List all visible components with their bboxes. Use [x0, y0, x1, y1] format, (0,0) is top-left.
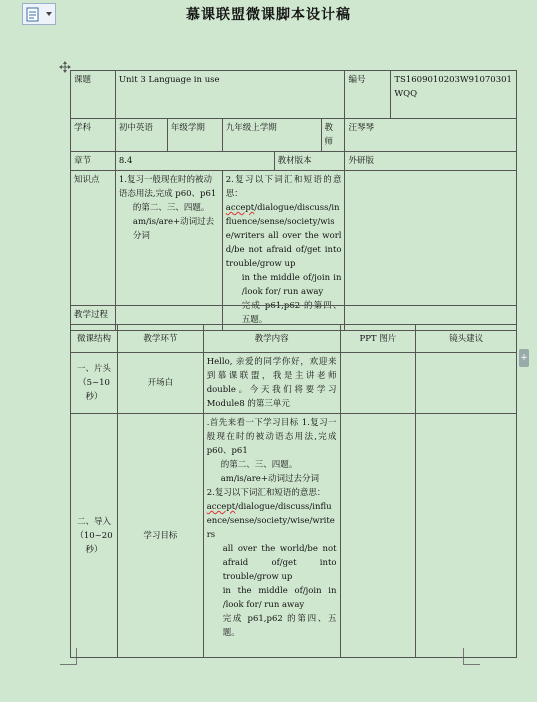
- code-label: 编号: [345, 71, 391, 119]
- header-camera: 镜头建议: [416, 325, 517, 353]
- chapter-label: 章节: [71, 152, 116, 171]
- knowledge-1-text: 1.复习一般现在时的被动语态用法,完成 p60、p61: [118, 175, 217, 199]
- row1-ppt: [340, 353, 416, 414]
- subject-label: 学科: [71, 119, 116, 152]
- process-label: 教学过程: [71, 306, 517, 325]
- row2-content-middle: in the middle of/join in /look for/ run away: [222, 586, 337, 610]
- knowledge-1c-text: am/is/are+动词过去分词: [132, 217, 215, 241]
- page-title: 慕课联盟微课脚本设计稿: [186, 7, 351, 23]
- row2-content-2: 2.复习以下词汇和短语的意思：: [206, 488, 326, 498]
- row2-content-words: /dialogue/discuss/influence/sense/society/wise/writers: [206, 502, 335, 540]
- header-content: 教学内容: [203, 325, 340, 353]
- row1-content: Hello, 亲爱的同学你好，欢迎来到慕课联盟，我是主讲老师 double。今天我们将要学习 Module8 的第三单元: [203, 353, 340, 414]
- edition-value: 外研版: [345, 152, 517, 171]
- row2-step: 学习目标: [117, 414, 203, 658]
- row1-structure: 一、片头（5~10 秒）: [71, 353, 118, 414]
- topic-value: Unit 3 Language in use: [115, 71, 345, 119]
- knowledge-2-middle: in the middle of/join in /look for/ run away: [241, 273, 342, 297]
- chapter-value: 8.4: [115, 152, 274, 171]
- header-step: 教学环节: [117, 325, 203, 353]
- grade-value: 九年级上学期: [222, 119, 321, 152]
- header-structure: 微课结构: [71, 325, 118, 353]
- knowledge-1b-text: 的第二、三、四题。: [132, 203, 210, 213]
- teacher-label: 教师: [321, 119, 345, 152]
- knowledge-2-pages: 完成 p61,p62 的第四、五题。: [241, 301, 342, 325]
- row2-content-1: .首先来看一下学习目标 1.复习一般现在时的被动语态用法,完成 p60、p61: [206, 418, 337, 456]
- knowledge-2-accept: accept: [225, 203, 255, 213]
- knowledge-2-text: 2.复习以下词汇和短语的意思：: [225, 175, 342, 199]
- knowledge-2-words: /dialogue/discuss/influence/sense/society/wise/writers all over the world/be not afraid of/get into trouble/grow up: [225, 203, 342, 269]
- code-value: TS1609010203W91070301WQQ: [391, 71, 517, 119]
- side-panel-toggle-icon[interactable]: +: [519, 349, 529, 367]
- row2-content-pages: 完成 p61,p62 的第四、五题。: [222, 614, 337, 638]
- grade-label: 年级学期: [167, 119, 222, 152]
- row1-step: 开场白: [117, 353, 203, 414]
- row2-content-accept: accept: [206, 502, 236, 512]
- row2-content: [203, 414, 340, 658]
- topic-label: 课题: [71, 71, 116, 119]
- info-table: [70, 70, 517, 331]
- header-ppt: PPT 图片: [340, 325, 416, 353]
- row2-structure: 二、导入（10~20 秒）: [71, 414, 118, 658]
- row2-camera: [416, 414, 517, 658]
- subject-value: 初中英语: [115, 119, 167, 152]
- row2-content-1c: am/is/are+动词过去分词: [220, 474, 319, 484]
- row2-ppt: [340, 414, 416, 658]
- row2-content-1b: 的第二、三、四题。: [220, 460, 298, 470]
- knowledge-label: 知识点: [71, 171, 116, 331]
- row2-content-more: all over the world/be not afraid of/get into trouble/grow up: [222, 544, 337, 582]
- process-table: [70, 305, 517, 658]
- edition-label: 教材版本: [274, 152, 345, 171]
- row1-camera: [416, 353, 517, 414]
- teacher-value: 汪琴琴: [345, 119, 517, 152]
